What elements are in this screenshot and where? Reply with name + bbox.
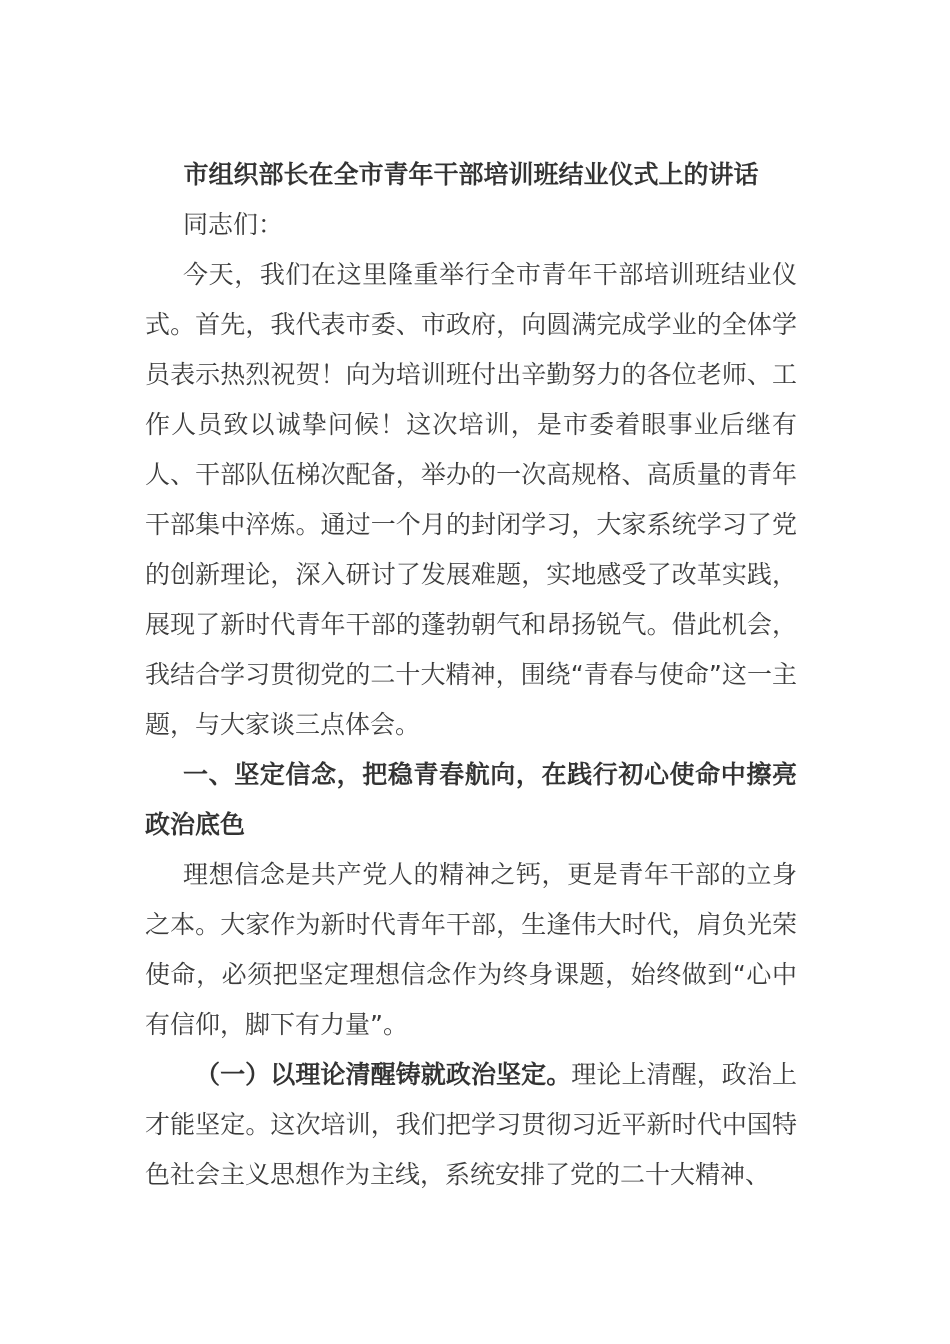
paragraph-ideals: 理想信念是共产党人的精神之钙，更是青年干部的立身之本。大家作为新时代青年干部，生逢伟大时代，肩负光荣使命，必须把坚定理想信念作为终身课题，始终做到“心中有信仰，脚下有力量”。	[145, 860, 797, 1039]
subsection-text-1: 理论上清醒，政治上才能坚定。这次培训，我们把学习贯彻习近平新时代中国特色社会主义思想作为主线，系统安排了党的二十大精神、	[145, 1060, 797, 1189]
document-body	[145, 150, 797, 1200]
salutation: 同志们：	[183, 210, 284, 239]
section-heading-1: 一、坚定信念，把稳青春航向，在践行初心使命中擦亮政治底色	[145, 760, 797, 839]
paragraph-intro: 今天，我们在这里隆重举行全市青年干部培训班结业仪式。首先，我代表市委、市政府，向圆满完成学业的全体学员表示热烈祝贺！向为培训班付出辛勤努力的各位老师、工作人员致以诚挚问候！这次培训，是市委着眼事业后继有人、干部队伍梯次配备，举办的一次高规格、高质量的青年干部集中淬炼。通过一个月的封闭学习，大家系统学习了党的创新理论，深入研讨了发展难题，实地感受了改革实践，展现了新时代青年干部的蓬勃朝气和昂扬锐气。借此机会，我结合学习贯彻党的二十大精神，围绕“青春与使命”这一主题，与大家谈三点体会。	[145, 260, 797, 739]
subsection-lead-1: （一）以理论清醒铸就政治坚定。	[195, 1060, 572, 1089]
document-title: 市组织部长在全市青年干部培训班结业仪式上的讲话	[183, 160, 759, 189]
subsection-paragraph-1	[145, 1050, 797, 1200]
